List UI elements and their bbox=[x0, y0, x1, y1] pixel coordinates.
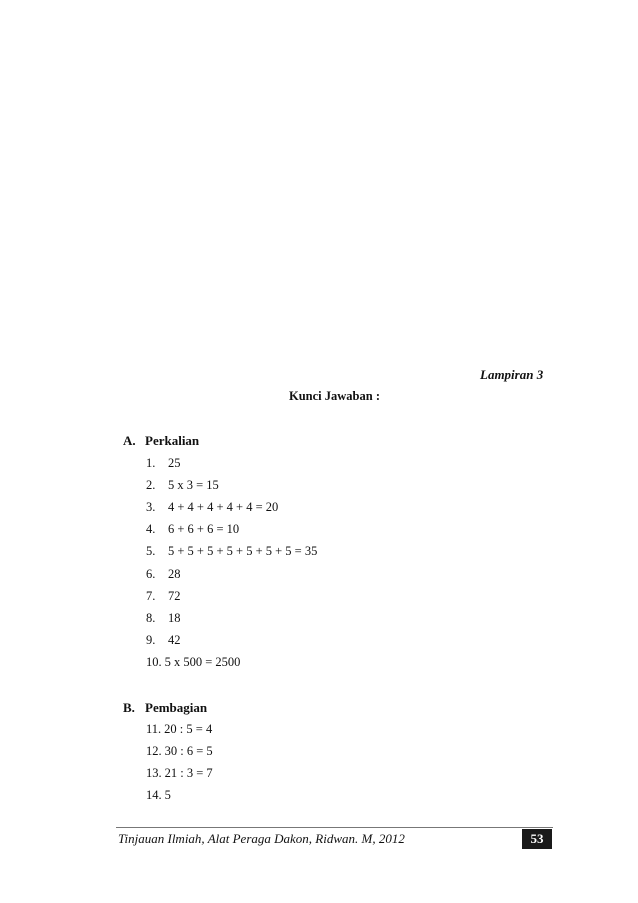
list-item bbox=[146, 522, 239, 537]
item-text: 5 x 3 = 15 bbox=[168, 478, 219, 492]
item-text: 30 : 6 = 5 bbox=[164, 744, 213, 758]
item-number: 5. bbox=[146, 544, 156, 558]
item-number: 2. bbox=[146, 478, 156, 492]
footer-divider bbox=[116, 827, 553, 828]
item-number: 3. bbox=[146, 500, 156, 514]
item-text: 4 + 4 + 4 + 4 + 4 = 20 bbox=[168, 500, 279, 514]
list-item bbox=[146, 611, 181, 626]
list-item bbox=[146, 766, 213, 781]
list-item bbox=[146, 456, 181, 471]
page-number-badge: 53 bbox=[522, 829, 552, 849]
list-item bbox=[146, 478, 219, 493]
item-text: 72 bbox=[168, 589, 181, 603]
list-item bbox=[146, 744, 213, 759]
section-letter: A. bbox=[123, 433, 136, 448]
item-text: 5 x 500 = 2500 bbox=[164, 655, 241, 669]
item-text: 18 bbox=[168, 611, 181, 625]
section-heading-pembagian bbox=[123, 700, 207, 716]
item-number: 10. bbox=[146, 655, 162, 669]
item-text: 5 + 5 + 5 + 5 + 5 + 5 + 5 = 35 bbox=[168, 544, 318, 558]
item-text: 28 bbox=[168, 567, 181, 581]
item-text: 20 : 5 = 4 bbox=[164, 722, 213, 736]
list-item bbox=[146, 500, 278, 515]
section-letter: B. bbox=[123, 700, 135, 715]
item-text: 42 bbox=[168, 633, 181, 647]
list-item bbox=[146, 589, 181, 604]
list-item bbox=[146, 722, 212, 737]
list-item bbox=[146, 544, 317, 559]
item-text: 25 bbox=[168, 456, 181, 470]
page-title: Kunci Jawaban : bbox=[289, 389, 380, 403]
item-number: 1. bbox=[146, 456, 156, 470]
list-item bbox=[146, 633, 181, 648]
item-text: 6 + 6 + 6 = 10 bbox=[168, 522, 240, 536]
item-text: 5 bbox=[164, 788, 171, 802]
item-number: 6. bbox=[146, 567, 156, 581]
item-number: 11. bbox=[146, 722, 162, 736]
item-number: 4. bbox=[146, 522, 156, 536]
item-number: 13. bbox=[146, 766, 162, 780]
item-number: 8. bbox=[146, 611, 156, 625]
footer-citation: Tinjauan Ilmiah, Alat Peraga Dakon, Ridwan. M, 2012 bbox=[118, 831, 405, 846]
list-item bbox=[146, 567, 181, 582]
item-text: 21 : 3 = 7 bbox=[164, 766, 213, 780]
list-item bbox=[146, 655, 240, 670]
section-title: Perkalian bbox=[145, 433, 200, 448]
item-number: 7. bbox=[146, 589, 156, 603]
item-number: 9. bbox=[146, 633, 156, 647]
appendix-label: Lampiran 3 bbox=[480, 367, 544, 382]
item-number: 14. bbox=[146, 788, 162, 802]
section-title: Pembagian bbox=[145, 700, 208, 715]
list-item bbox=[146, 788, 171, 803]
section-heading-perkalian bbox=[123, 433, 199, 449]
item-number: 12. bbox=[146, 744, 162, 758]
